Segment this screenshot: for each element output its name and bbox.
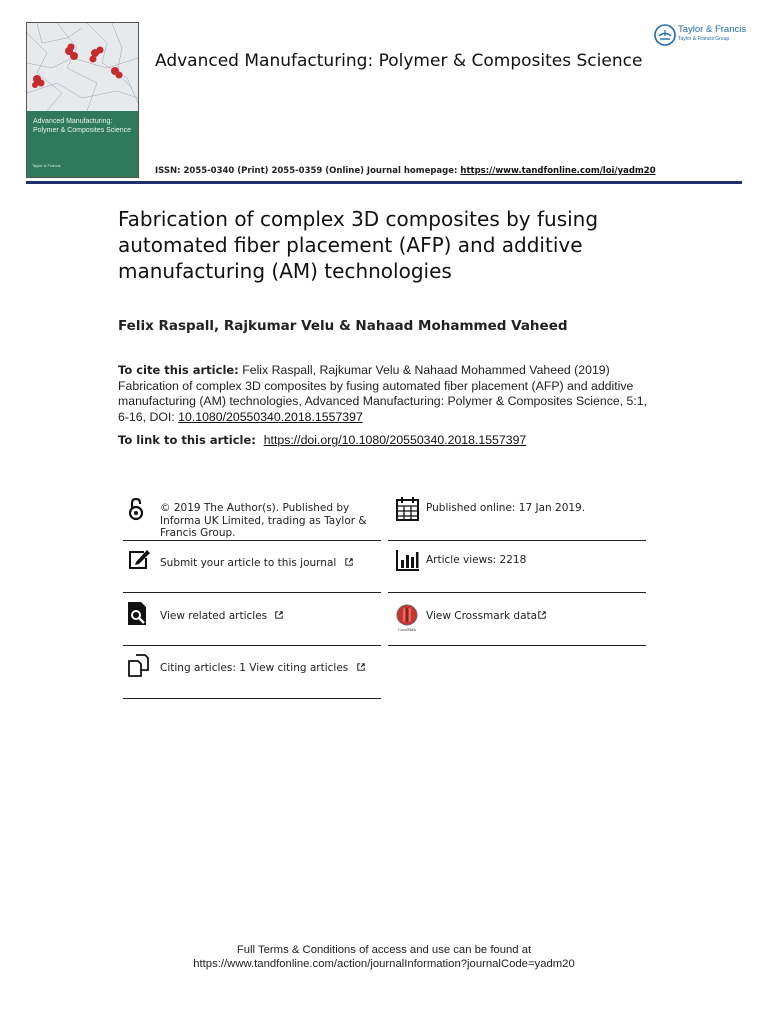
- journal-title[interactable]: Advanced Manufacturing: Polymer & Composites Science: [155, 51, 643, 71]
- external-link-icon: [275, 611, 283, 619]
- published-date: Published online: 17 Jan 2019.: [426, 502, 586, 514]
- cover-publisher-mark: Taylor & Francis: [32, 163, 61, 168]
- cite-text: Felix Raspall, Rajkumar Velu & Nahaad Mohammed Vaheed (2019) Fabrication of complex 3D composites by fusing automated fiber placement (AFP) and additive manufacturing (AM) technologies, Advanced Manufacturing: Polymer & Composites Science, 5:1, 6-16, DOI:: [118, 363, 648, 424]
- info-divider: [123, 540, 381, 541]
- crossmark-icon: [395, 603, 419, 627]
- header-divider: [26, 181, 742, 184]
- cover-molecule-art: [27, 23, 138, 111]
- external-link-icon: [538, 611, 546, 619]
- footer-line-1: Full Terms & Conditions of access and use can be found at: [236, 944, 532, 956]
- cite-label: To cite this article:: [118, 363, 239, 377]
- crossmark-link[interactable]: [426, 610, 546, 623]
- related-articles-link[interactable]: [160, 610, 283, 623]
- link-label: To link to this article:: [118, 433, 256, 447]
- article-doi-url-link[interactable]: https://doi.org/10.1080/20550340.2018.1557397: [263, 433, 527, 447]
- issn-text: ISSN: 2055-0340 (Print) 2055-0359 (Online) Journal homepage:: [155, 166, 458, 176]
- publisher-name: Taylor & Francis: [678, 24, 747, 35]
- cover-title: [33, 117, 133, 135]
- doi-link[interactable]: 10.1080/20550340.2018.1557397: [178, 409, 363, 424]
- journal-cover[interactable]: [26, 22, 139, 178]
- citing-articles-icon: [126, 652, 154, 680]
- bar-chart-icon: [394, 546, 422, 574]
- info-divider: [388, 592, 646, 593]
- calendar-icon: [394, 495, 422, 523]
- info-divider: [388, 645, 646, 646]
- terms-footer: [0, 943, 768, 971]
- info-divider: [388, 540, 646, 541]
- info-divider: [123, 645, 381, 646]
- submit-article-label: Submit your article to this journal: [160, 557, 337, 569]
- cover-title-line-2: Polymer & Composites Science: [33, 127, 132, 134]
- related-articles-label: View related articles: [160, 610, 268, 622]
- article-views: Article views: 2218: [426, 554, 527, 566]
- citation-block: [118, 363, 648, 425]
- issn-line: [155, 166, 656, 176]
- related-search-icon: [124, 600, 152, 628]
- taylor-francis-logo[interactable]: [654, 23, 748, 49]
- cover-title-line-1: Advanced Manufacturing:: [33, 118, 113, 125]
- crossmark-caption: CrossMark: [398, 627, 416, 632]
- article-authors: Felix Raspall, Rajkumar Velu & Nahaad Mohammed Vaheed: [118, 318, 568, 334]
- info-divider: [123, 698, 381, 699]
- external-link-icon: [345, 558, 353, 566]
- license-text: © 2019 The Author(s). Published by Informa UK Limited, trading as Taylor & Francis Group.: [160, 502, 367, 539]
- citing-articles-label: Citing articles: 1 View citing articles: [160, 662, 349, 674]
- crossmark-label: View Crossmark data: [426, 610, 538, 622]
- article-title: Fabrication of complex 3D composites by fusing automated fiber placement (AFP) and additive manufacturing (AM) technologies: [118, 207, 599, 283]
- article-link-line: [118, 433, 526, 447]
- footer-terms-url[interactable]: https://www.tandfonline.com/action/journalInformation?journalCode=yadm20: [193, 958, 575, 970]
- journal-homepage-link[interactable]: https://www.tandfonline.com/loi/yadm20: [460, 166, 656, 176]
- external-link-icon: [357, 663, 365, 671]
- open-access-icon: [124, 496, 152, 524]
- submit-article-link[interactable]: [160, 557, 353, 570]
- taylor-francis-emblem-icon: [654, 24, 676, 46]
- citing-articles-link[interactable]: [160, 662, 365, 675]
- crossmark-logo[interactable]: [395, 603, 419, 632]
- info-divider: [123, 592, 381, 593]
- edit-pencil-icon: [126, 546, 154, 574]
- publisher-subtitle: Taylor & Francis Group: [678, 36, 730, 42]
